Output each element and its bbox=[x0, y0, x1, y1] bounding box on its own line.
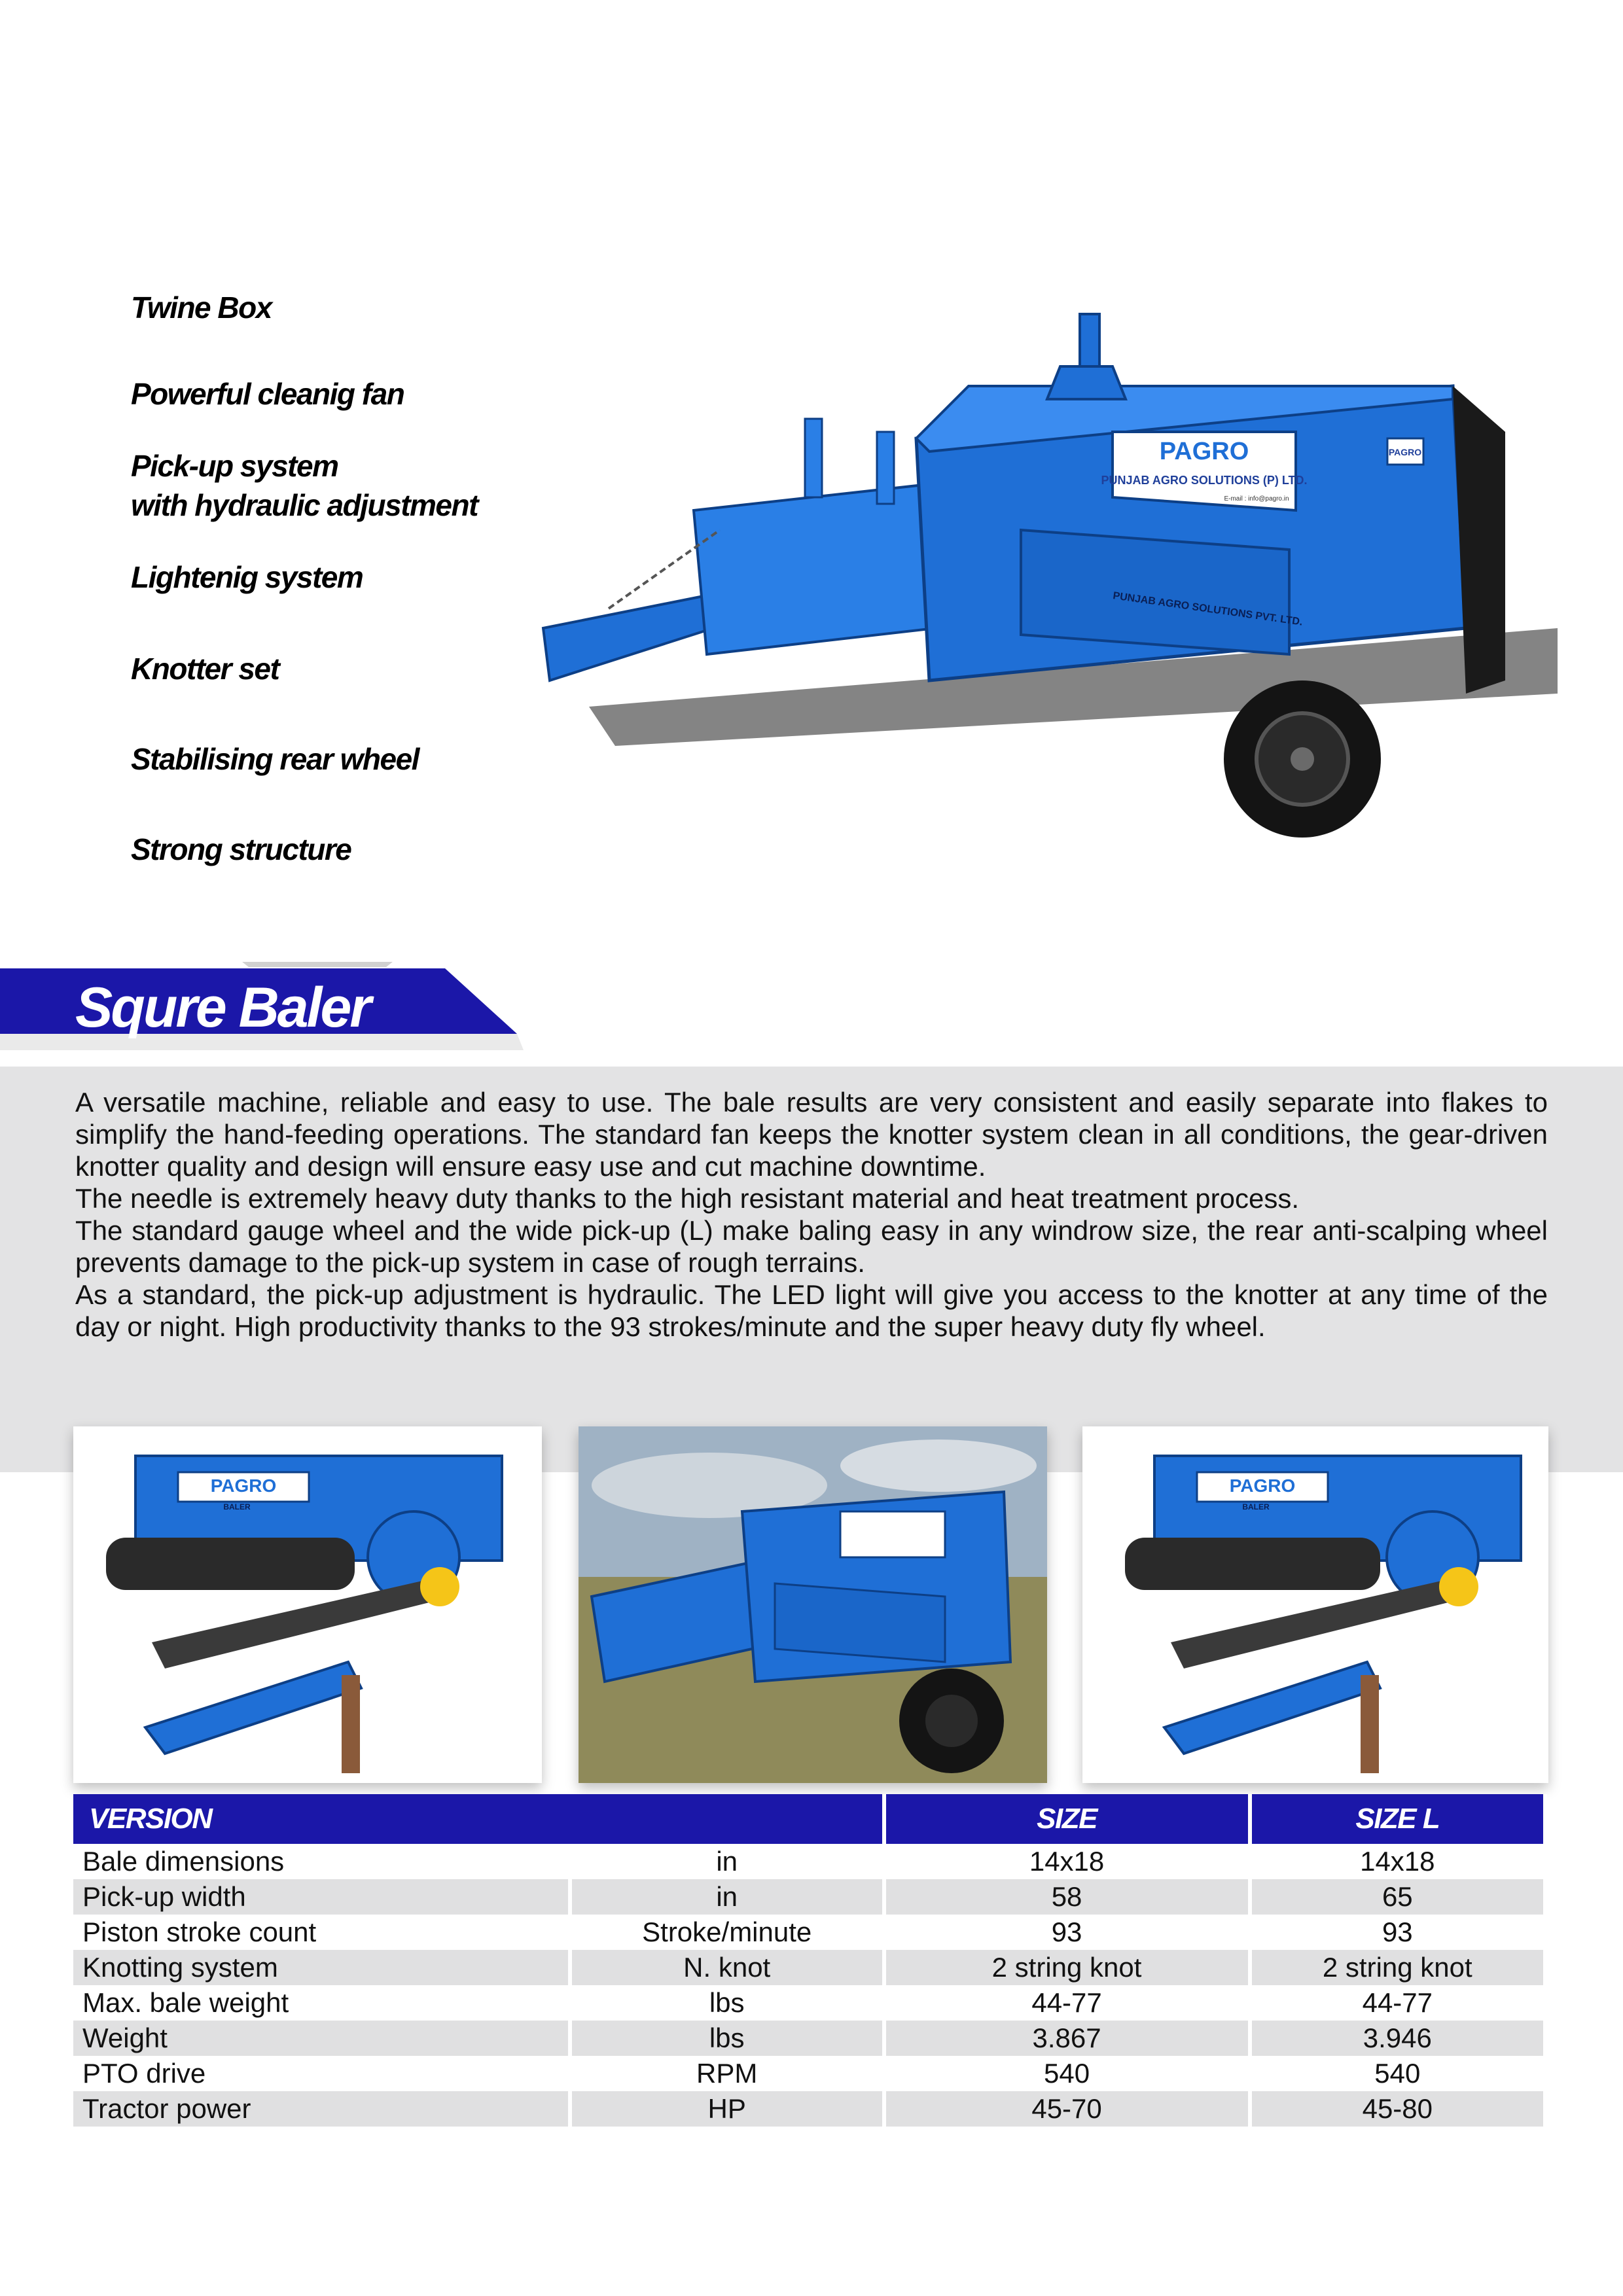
feature-pickup-system: Pick-up system bbox=[131, 449, 338, 483]
photo-front-view bbox=[73, 1426, 542, 1783]
spec-table bbox=[73, 1794, 1547, 2127]
table-row bbox=[73, 2021, 1545, 2056]
description bbox=[75, 1086, 1548, 1343]
spec-size-l-value: 3.946 bbox=[1250, 2021, 1545, 2056]
spec-label: Pick-up width bbox=[73, 1879, 570, 1915]
description-paragraph-2: The needle is extremely heavy duty thanks to the high resistant material and heat treatment process. bbox=[75, 1183, 1300, 1214]
spec-size-value: 2 string knot bbox=[884, 1950, 1250, 1985]
description-paragraph-1: A versatile machine, reliable and easy to use. The bale results are very consistent and easily separate into flakes to simplify the hand-feeding operations. The standard fan keeps the knotter system clean in all conditions, the gear-driven knotter quality and design will ensure easy use and cut machine downtime. bbox=[75, 1087, 1548, 1182]
spec-size-value: 44-77 bbox=[884, 1985, 1250, 2021]
feature-knotter-set: Knotter set bbox=[131, 652, 279, 686]
spec-size-value: 540 bbox=[884, 2056, 1250, 2091]
spec-unit: lbs bbox=[570, 1985, 884, 2021]
spec-label: Tractor power bbox=[73, 2091, 570, 2127]
photo-field-view bbox=[579, 1426, 1047, 1783]
page-title: Squre Baler bbox=[75, 976, 370, 1039]
photo3-brand-text: PAGRO bbox=[1229, 1475, 1296, 1496]
spec-label: Weight bbox=[73, 2021, 570, 2056]
header-size-l: SIZE L bbox=[1250, 1794, 1545, 1844]
photo3-sub-text: BALER bbox=[1242, 1502, 1270, 1511]
spec-size-value: 93 bbox=[884, 1915, 1250, 1950]
spec-size-l-value: 14x18 bbox=[1250, 1844, 1545, 1879]
spec-label: Max. bale weight bbox=[73, 1985, 570, 2021]
feature-cleaning-fan: Powerful cleanig fan bbox=[131, 377, 404, 411]
table-row bbox=[73, 2056, 1545, 2091]
spec-size-l-value: 65 bbox=[1250, 1879, 1545, 1915]
spec-size-value: 58 bbox=[884, 1879, 1250, 1915]
spec-label: PTO drive bbox=[73, 2056, 570, 2091]
spec-label: Bale dimensions bbox=[73, 1844, 570, 1879]
spec-unit: in bbox=[570, 1844, 884, 1879]
table-row bbox=[73, 1844, 1545, 1879]
feature-lighting-system: Lightenig system bbox=[131, 560, 363, 594]
feature-twine-box: Twine Box bbox=[131, 291, 272, 325]
spec-size-l-value: 45-80 bbox=[1250, 2091, 1545, 2127]
spec-label: Knotting system bbox=[73, 1950, 570, 1985]
spec-size-l-value: 44-77 bbox=[1250, 1985, 1545, 2021]
table-row bbox=[73, 1915, 1545, 1950]
spec-unit: in bbox=[570, 1879, 884, 1915]
table-row bbox=[73, 1985, 1545, 2021]
hero-small-badge: PAGRO bbox=[1388, 447, 1422, 457]
spec-unit: Stroke/minute bbox=[570, 1915, 884, 1950]
hero-brand-text: PAGRO bbox=[1159, 438, 1249, 465]
spec-label: Piston stroke count bbox=[73, 1915, 570, 1950]
description-paragraph-3: The standard gauge wheel and the wide pick-up (L) make baling easy in any windrow size, the rear anti-scalping wheel prevents damage to the pick-up system in case of rough terrains. bbox=[75, 1215, 1548, 1278]
spec-header-row bbox=[73, 1794, 1545, 1844]
description-paragraph-4: As a standard, the pick-up adjustment is hydraulic. The LED light will give you access to the knotter at any time of the day or night. High productivity thanks to the 93 strokes/minute and the super heavy duty fly wheel. bbox=[75, 1279, 1548, 1342]
feature-rear-wheel: Stabilising rear wheel bbox=[131, 742, 419, 776]
spec-unit: lbs bbox=[570, 2021, 884, 2056]
spec-size-l-value: 2 string knot bbox=[1250, 1950, 1545, 1985]
feature-hydraulic-adjustment: with hydraulic adjustment bbox=[131, 488, 478, 522]
photo-front-view-size-l bbox=[1082, 1426, 1548, 1783]
hero-email-text: E-mail : info@pagro.in bbox=[1224, 495, 1289, 503]
hero-hopper-text: PUNJAB AGRO SOLUTIONS PVT. LTD. bbox=[1112, 590, 1304, 628]
header-version: VERSION bbox=[73, 1794, 884, 1844]
photo1-sub-text: BALER bbox=[223, 1502, 251, 1511]
spec-unit: N. knot bbox=[570, 1950, 884, 1985]
table-row bbox=[73, 1950, 1545, 1985]
spec-unit: RPM bbox=[570, 2056, 884, 2091]
hero-machine-image bbox=[537, 288, 1564, 890]
spec-size-value: 3.867 bbox=[884, 2021, 1250, 2056]
spec-unit: HP bbox=[570, 2091, 884, 2127]
spec-size-l-value: 93 bbox=[1250, 1915, 1545, 1950]
photo1-brand-text: PAGRO bbox=[210, 1475, 277, 1496]
header-size: SIZE bbox=[884, 1794, 1250, 1844]
table-row bbox=[73, 2091, 1545, 2127]
spec-size-value: 14x18 bbox=[884, 1844, 1250, 1879]
hero-company-text: PUNJAB AGRO SOLUTIONS (P) LTD. bbox=[1101, 474, 1308, 487]
spec-size-value: 45-70 bbox=[884, 2091, 1250, 2127]
table-row bbox=[73, 1879, 1545, 1915]
spec-size-l-value: 540 bbox=[1250, 2056, 1545, 2091]
feature-strong-structure: Strong structure bbox=[131, 832, 351, 866]
